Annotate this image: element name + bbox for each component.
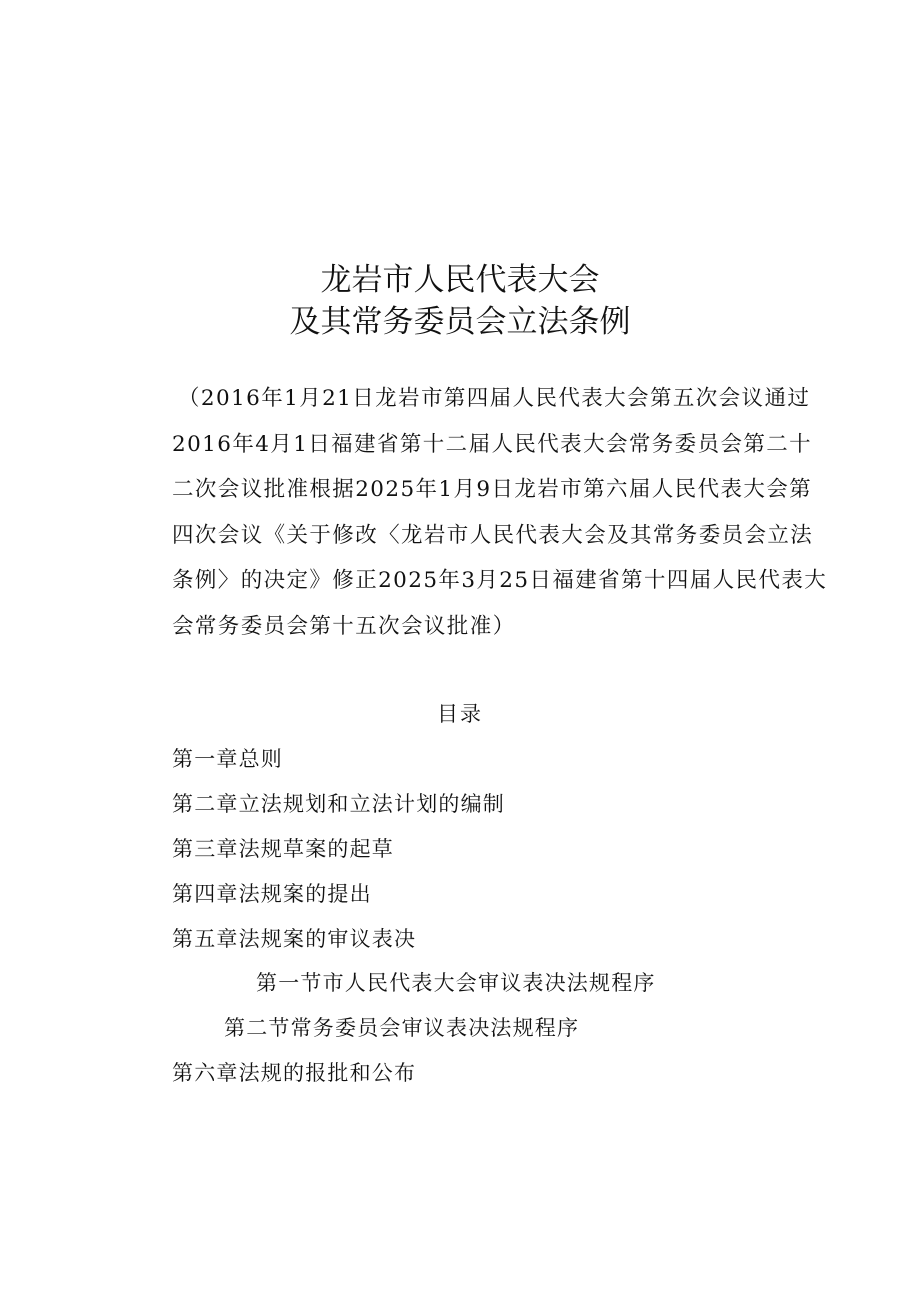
toc-entry-chapter-2: 第二章立法规划和立法计划的编制 [172, 792, 505, 816]
preamble-line: 会常务委员会第十五次会议批准） [172, 613, 516, 639]
preamble-line: 2016年4月1日福建省第十二届人民代表大会常务委员会第二十 [172, 431, 813, 457]
preamble-line: （2016年1月21日龙岩市第四届人民代表大会第五次会议通过 [178, 386, 811, 411]
preamble-line: 四次会议《关于修改〈龙岩市人民代表大会及其常务委员会立法 [172, 522, 814, 548]
table-of-contents-title: 目录 [437, 702, 483, 726]
document-title-line-1: 龙岩市人民代表大会 [320, 262, 600, 298]
preamble-line: 二次会议批准根据2025年1月9日龙岩市第六届人民代表大会第 [172, 477, 813, 502]
toc-entry-chapter-1: 第一章总则 [172, 747, 283, 771]
toc-entry-section-1: 第一节市人民代表大会审议表决法规程序 [256, 971, 656, 995]
adoption-preamble [172, 376, 828, 649]
preamble-line: 条例〉的决定》修正2025年3月25日福建省第十四届人民代表大 [172, 568, 828, 593]
toc-entry-chapter-6: 第六章法规的报批和公布 [172, 1061, 417, 1085]
toc-entry-chapter-4: 第四章法规案的提出 [172, 882, 372, 906]
document-title-line-2: 及其常务委员会立法条例 [289, 304, 631, 340]
toc-entry-chapter-5: 第五章法规案的审议表决 [172, 927, 417, 951]
toc-entry-section-2: 第二节常务委员会审议表决法规程序 [224, 1016, 580, 1040]
toc-entry-chapter-3: 第三章法规草案的起草 [172, 837, 394, 861]
